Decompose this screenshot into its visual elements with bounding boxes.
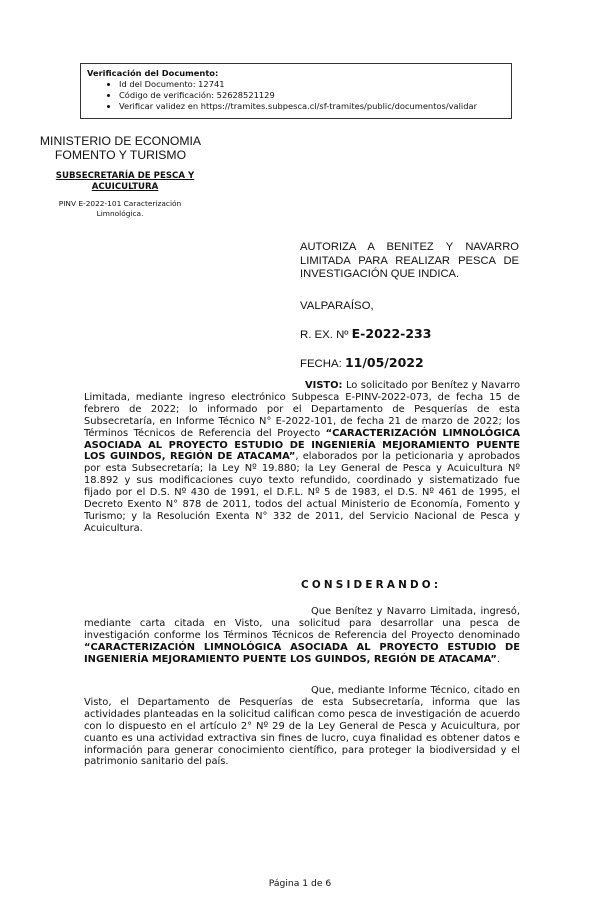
subsecretaria-line-2: ACUICULTURA [91,182,159,192]
considerando-heading: CONSIDERANDO: [301,579,442,591]
verification-list [87,79,511,112]
considerando-p1-project: “CARACTERIZACIÓN LIMNOLÓGICA ASOCIADA AL PROYECTO ESTUDIO DE INGENIERÍA MEJORAMIENTO PUENTE LOS GUINDOS, REGIÓN DE ATACAMA” [84,641,520,665]
resolution-number-line [300,326,431,341]
resolution-title: AUTORIZA A BENITEZ Y NAVARRO LIMITADA PARA REALIZAR PESCA DE INVESTIGACIÓN QUE INDICA. [300,241,519,280]
page-number: Página 1 de 6 [268,878,332,889]
visto-text-a: Lo solicitado por Benítez y Navarro Limitada, mediante ingreso electrónico Subpesca E-PINV-2022-073, de fecha 15 de febrero de 2022; lo informado por el Departamento de Pesquerías de esta Subsecretaría, en Informe Técnico N° E-2022-101, de fecha 21 de marzo de 2022; los Términos Técnicos de Referencia del Proyecto [84,380,520,439]
place-line: VALPARAÍSO, [300,300,374,312]
reference-line-1: PINV E-2022-101 Caracterización [58,199,182,208]
date-line [300,355,424,370]
reference-line-2: Limnológica. [96,209,144,218]
date-label: FECHA: [300,358,342,370]
subsecretaria-name [40,171,210,193]
date-value: 11/05/2022 [344,355,424,370]
rex-label: R. EX. Nº [300,329,349,341]
visto-text-b: , elaborados por la peticionaria y aprobados por esta Subsecretaría; la Ley Nº 19.880; la Ley General de Pesca y Acuicultura Nº 18.892 y sus modificaciones cuyo texto refundido, coordinado y sistematizado fue fijado por el D.S. Nº 430 de 1991, el D.F.L. Nº 5 de 1983, el D.S. Nº 461 de 1995, el Decreto Exento N° 878 de 2011, todos del actual Ministerio de Economía, Fomento y Turismo; y la Resolución Exenta N° 332 de 2011, del Servicio Nacional de Pesca y Acuicultura. [84,451,521,534]
rex-number: E-2022-233 [351,326,432,341]
visto-paragraph [84,380,520,535]
subsecretaria-line-1: SUBSECRETARÍA DE PESCA Y [55,171,195,181]
ministry-line-2: FOMENTO Y TURISMO [54,148,187,162]
verification-code: • Código de verificación: 52628521129 [119,90,511,101]
verification-id: • Id del Documento: 12741 [119,79,511,90]
verification-title: Verificación del Documento: [87,68,219,78]
considerando-paragraph-1 [84,606,520,666]
visto-label: VISTO: [305,380,343,391]
considerando-p1-text: Que Benítez y Navarro Limitada, ingresó, mediante carta citada en Visto, una solicitud para desarrollar una pesca de investigación conforme los Términos Técnicos de Referencia del Proyecto denominado [84,606,520,641]
reference-code [20,199,220,219]
considerando-paragraph-2: Que, mediante Informe Técnico, citado en Visto, el Departamento de Pesquerías de esta Subsecretaría, informa que las actividades planteadas en la solicitud califican como pesca de investigación de acuerdo con lo dispuesto en el artículo 2° Nº 29 de la Ley General de Pesca y Acuicultura, por cuanto es una actividad extractiva sin fines de lucro, cuya finalidad es obtener datos e información para generar conocimiento científico, para proteger la biodiversidad y el patrimonio sanitario del país. [84,685,520,768]
considerando-p1-end: . [496,653,501,665]
verification-box [80,63,512,119]
ministry-name [28,134,213,162]
visto-project-title: “CARACTERIZACIÓN LIMNOLÓGICA ASOCIADA AL PROYECTO ESTUDIO DE INGENIERÍA MEJORAMIENTO PUENTE LOS GUINDOS, REGIÓN DE ATACAMA” [84,427,520,463]
ministry-line-1: MINISTERIO DE ECONOMIA [39,134,202,148]
verification-url[interactable]: • Verificar validez en https://tramites.subpesca.cl/sf-tramites/public/documentos/validar [119,101,511,112]
